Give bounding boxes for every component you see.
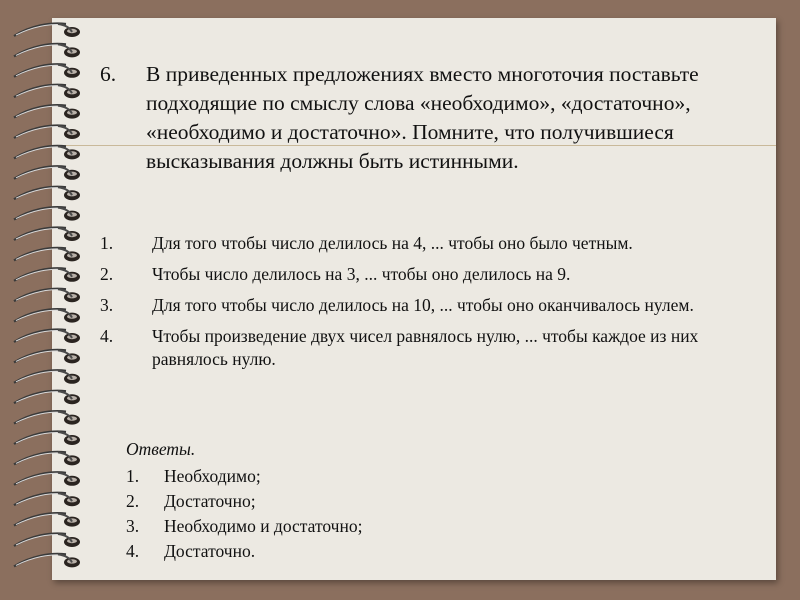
- spiral-binding-icon: [0, 0, 100, 600]
- item-text: Для того чтобы число делилось на 4, ... чтобы оно было четным.: [152, 233, 633, 253]
- item-text: Для того чтобы число делилось на 10, ... чтобы оно оканчивалось нулем.: [152, 295, 694, 315]
- statement-list: [100, 232, 740, 379]
- question-block: [100, 60, 740, 176]
- answer-item: [122, 490, 722, 513]
- answer-text: Достаточно.: [164, 541, 256, 561]
- item-number: 2.: [100, 264, 114, 284]
- list-item: [100, 263, 740, 286]
- answer-text: Необходимо;: [164, 466, 261, 486]
- answers-heading: Ответы.: [126, 439, 196, 459]
- item-number: 3.: [100, 295, 114, 315]
- answer-item: [122, 515, 722, 538]
- question-text: В приведенных предложениях вместо многоточия поставьте подходящие по смыслу слова «необходимо», «достаточно», «необходимо и достаточно». Помните, что получившиеся высказывания должны быть истинными.: [146, 62, 699, 173]
- list-item: [100, 294, 740, 317]
- answers-block: [122, 438, 722, 565]
- list-item: [100, 325, 740, 371]
- answer-number: 1.: [126, 466, 140, 486]
- answer-item: [122, 540, 722, 563]
- question-number: 6.: [100, 62, 117, 86]
- answer-number: 3.: [126, 516, 140, 536]
- list-item: [100, 232, 740, 255]
- answer-text: Достаточно;: [164, 491, 256, 511]
- item-number: 1.: [100, 233, 114, 253]
- answer-text: Необходимо и достаточно;: [164, 516, 363, 536]
- answer-item: [122, 465, 722, 488]
- answer-number: 2.: [126, 491, 140, 511]
- answer-number: 4.: [126, 541, 140, 561]
- item-text: Чтобы произведение двух чисел равнялось нулю, ... чтобы каждое из них равнялось нулю.: [152, 326, 699, 369]
- item-text: Чтобы число делилось на 3, ... чтобы оно делилось на 9.: [152, 264, 571, 284]
- item-number: 4.: [100, 326, 114, 346]
